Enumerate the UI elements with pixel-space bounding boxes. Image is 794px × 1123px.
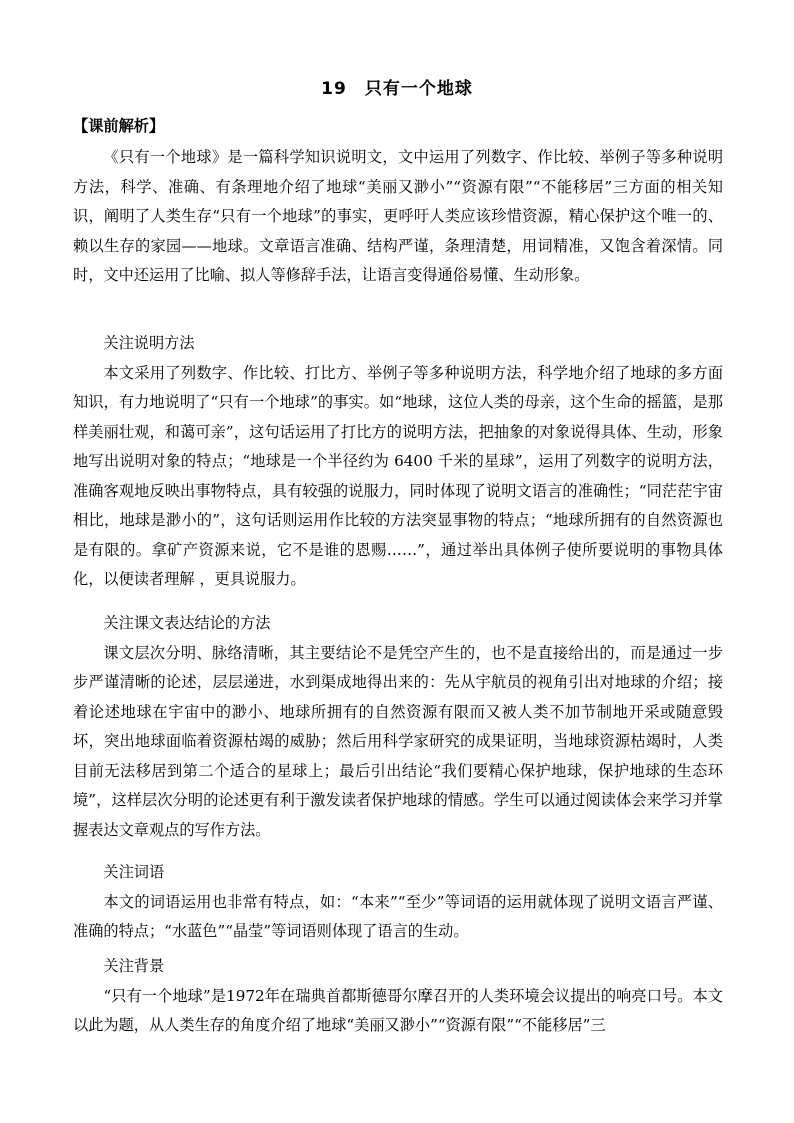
method-section [73,329,723,595]
section-label-preview-analysis: 【课前解析】 [73,117,165,135]
heading-conclusion-method: 关注课文表达结论的方法 [103,614,271,632]
conclusion-section [73,609,723,845]
method-paragraph: 本文采用了列数字、作比较、打比方、举例子等多种说明方法，科学地介绍了地球的多方面知识，有力地说明了“只有一个地球”的事实。如“地球，这位人类的母亲，这个生命的摇篮，是那样美丽壮观，和蔼可亲”，这句话运用了打比方的说明方法，把抽象的对象说得具体、生动，形象地写出说明对象的特点；“地球是一个半径约为 6400 千米的星球”，运用了列数字的说明方法，准确客观地反映出事物特点，具有较强的说服力，同时体现了说明文语言的准确性；“同茫茫宇宙相比，地球是渺小的”，这句话则运用作比较的方法突显事物的特点；“地球所拥有的自然资源也是有限的。拿矿产资源来说，它不是谁的恩赐……”，通过举出具体例子使所要说明的事物具体化，以便读者理解 ，更具说服力。 [73,363,723,588]
lesson-title: 19 只有一个地球 [321,79,473,99]
intro-paragraph: 《只有一个地球》是一篇科学知识说明文，文中运用了列数字、作比较、举例子等多种说明方法，科学、准确、有条理地介绍了地球“美丽又渺小”“资源有限”“不能移居”三方面的相关知识，阐明了人类生存“只有一个地球”的事实，更呼吁人类应该珍惜资源，精心保护这个唯一的、赖以生存的家园——地球。文章语言准确、结构严谨，条理清楚，用词精准，又饱含着深情。同时，文中还运用了比喻、拟人等修辞手法，让语言变得通俗易懂、生动形象。 [73,148,723,284]
words-paragraph: 本文的词语运用也非常有特点，如：“本来”“至少”等词语的运用就体现了说明文语言严谨、准确的特点；“水蓝色”“晶莹”等词语则体现了语言的生动。 [73,892,723,940]
conclusion-paragraph: 课文层次分明、脉络清晰，其主要结论不是凭空产生的，也不是直接给出的，而是通过一步步严谨清晰的论述，层层递进，水到渠成地得出来的：先从宇航员的视角引出对地球的介绍；接着论述地球在宇宙中的渺小、地球所拥有的自然资源有限而又被人类不加节制地开采或随意毁坏，突出地球面临着资源枯竭的威胁；然后用科学家研究的成果证明，当地球资源枯竭时，人类目前无法移居到第二个适合的星球上；最后引出结论“我们要精心保护地球，保护地球的生态环境”，这样层次分明的论述更有利于激发读者保护地球的情感。学生可以通过阅读体会来学习并掌握表达文章观点的写作方法。 [73,643,723,839]
heading-explanation-methods: 关注说明方法 [103,334,195,352]
intro-section [73,143,723,291]
words-section [73,858,723,947]
heading-background: 关注背景 [103,957,165,975]
background-paragraph: “只有一个地球”是1972年在瑞典首都斯德哥尔摩召开的人类环境会议提出的响亮口号。本文以此为题，从人类生存的角度介绍了地球“美丽又渺小”“资源有限”“不能移居”三 [73,986,723,1034]
heading-words: 关注词语 [103,863,165,881]
background-section [73,952,723,1041]
